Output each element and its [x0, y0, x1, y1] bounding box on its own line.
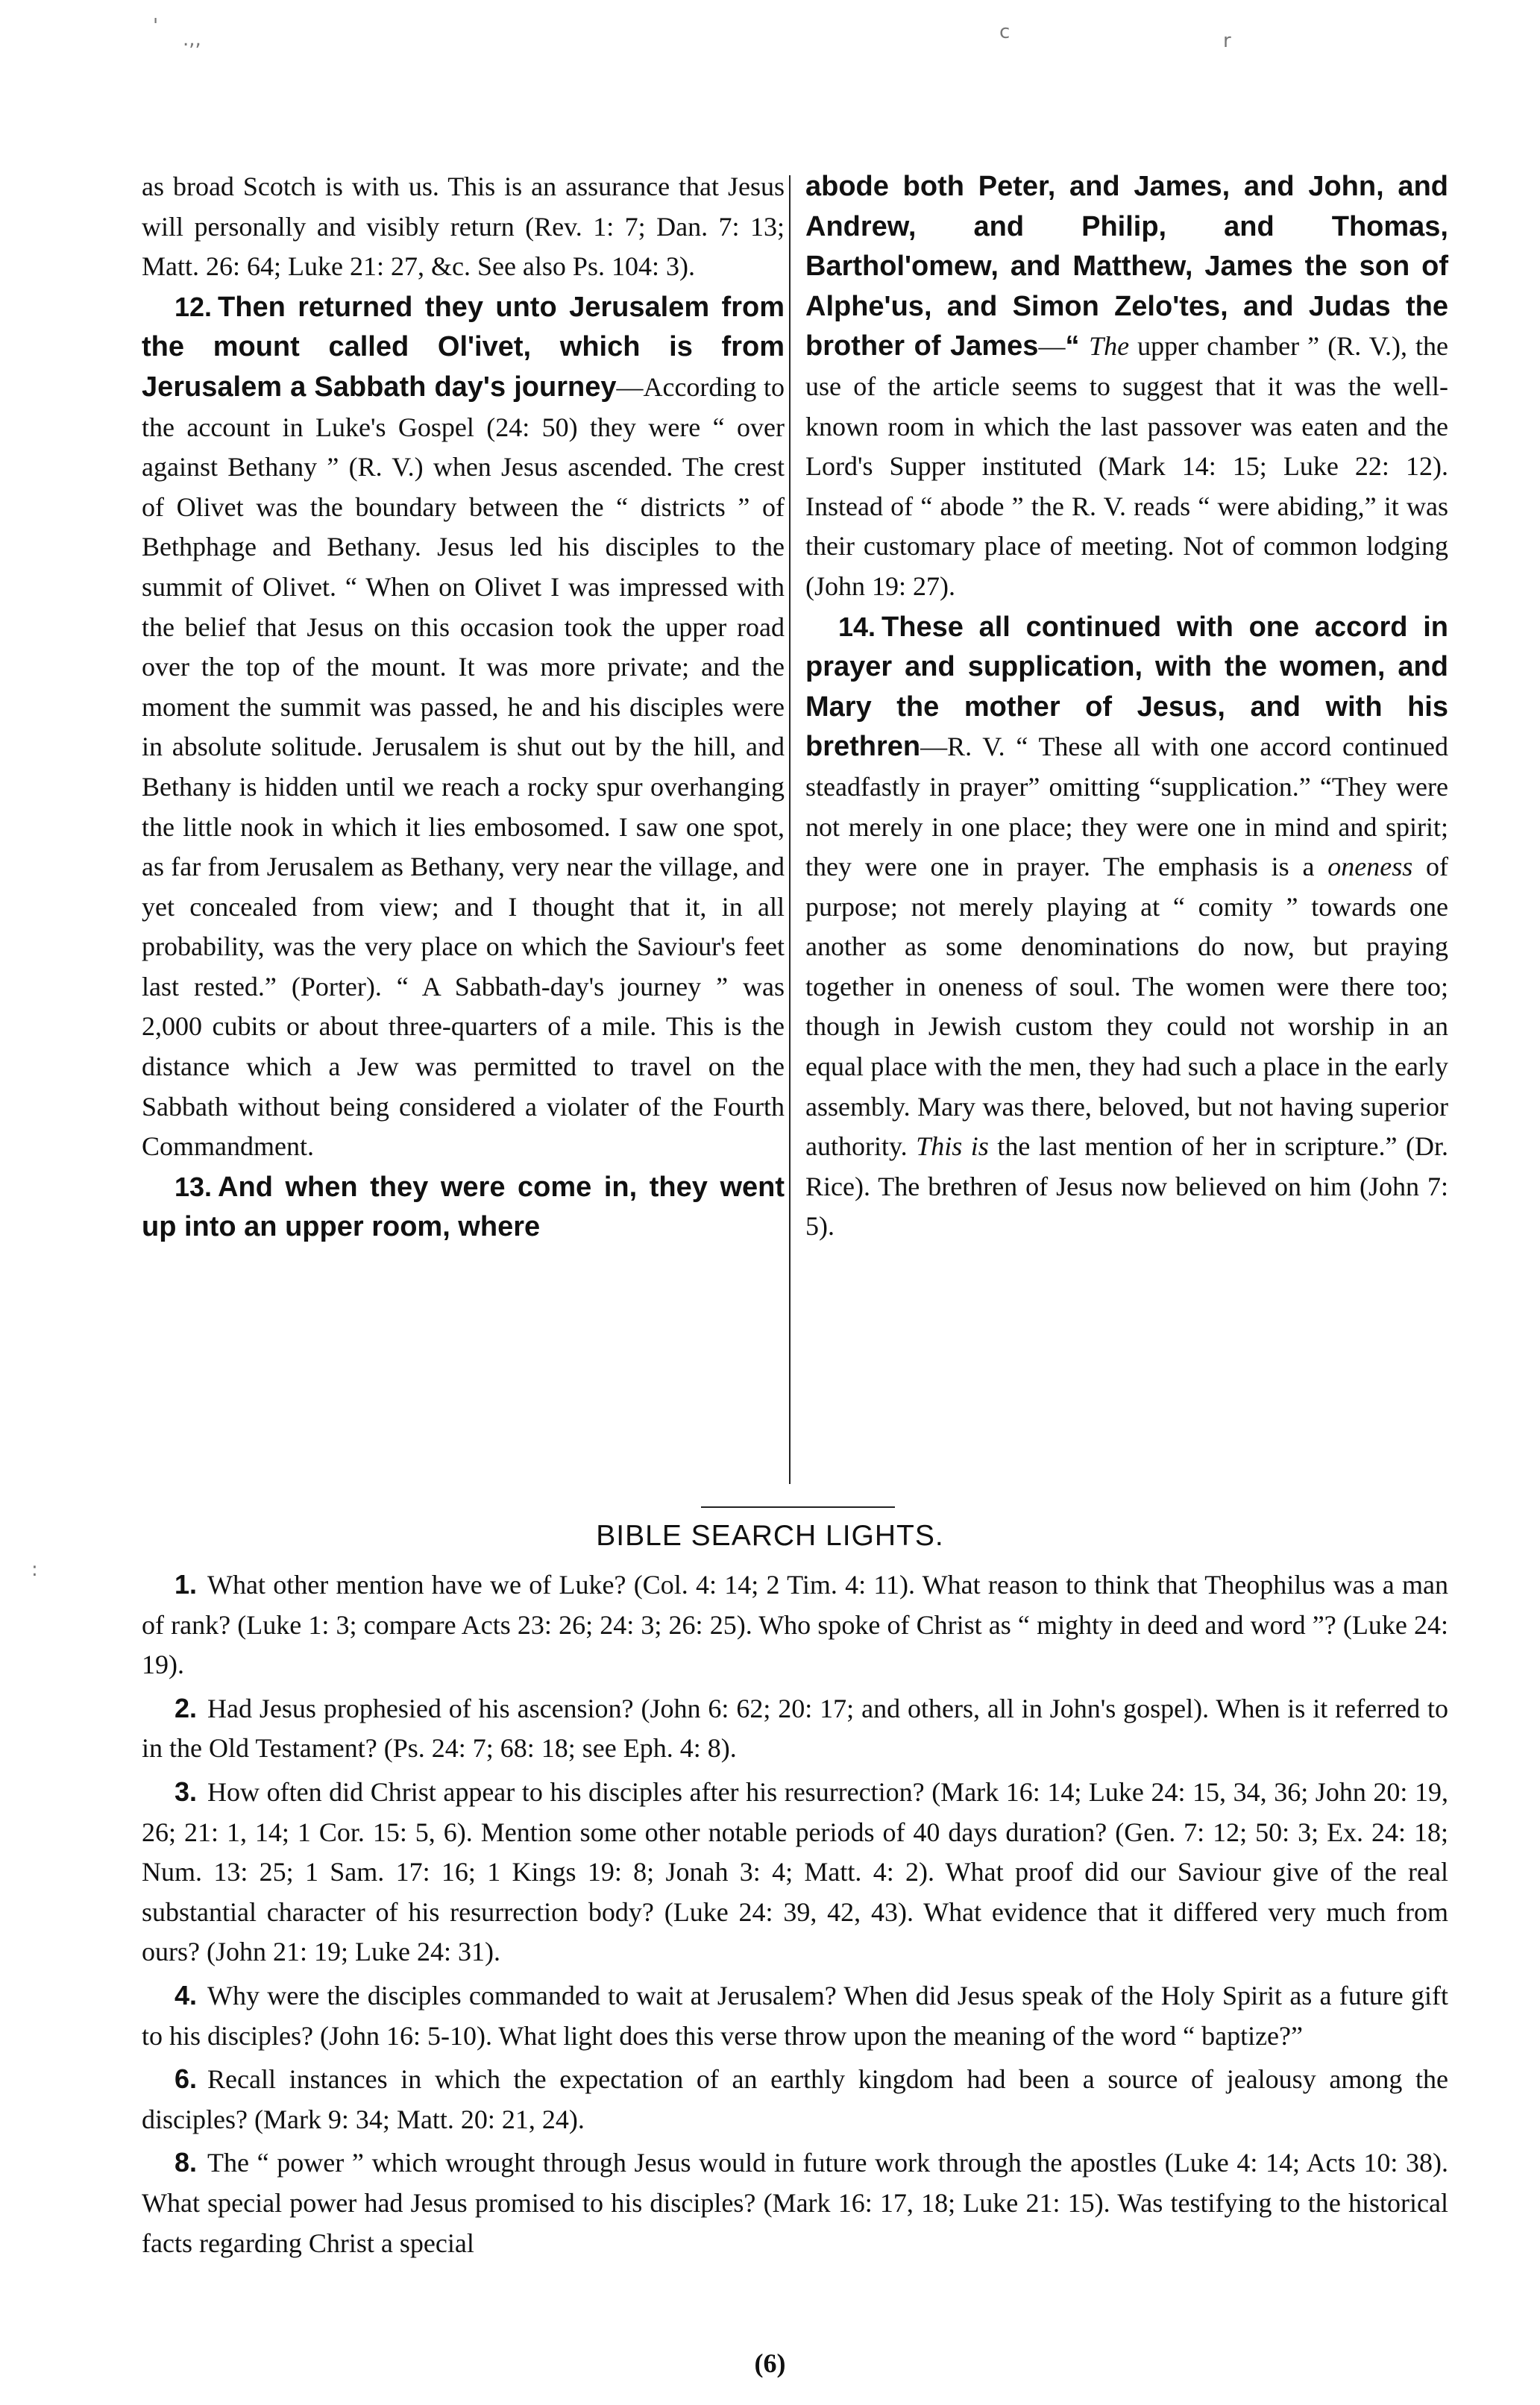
column-divider: [789, 175, 791, 1484]
question-text: Had Jesus prophesied of his ascension? (John 6: 62; 20: 17; and others, all in John's gospel). When is it referred to in the Old Testament? (Ps. 24: 7; 68: 18; see Eph. 4: 8).: [142, 1693, 1448, 1764]
verse-title: And when they were come in, they went up into an upper room, where: [142, 1171, 785, 1243]
verse-comment-end: the last mention of her in scripture.” (Dr. Rice). The brethren of Jesus now believed on him (John 7: 5).: [805, 1131, 1448, 1242]
scan-speck: :: [31, 1559, 38, 1581]
question-number: 8.: [175, 2147, 198, 2178]
verse-comment: —R. V. “ These all with one accord continued steadfastly in prayer” omitting “supplication.” “They were not merely in one place; they were one in mind and spirit; they were one in prayer. The emphasis is a: [805, 732, 1448, 882]
question-item: [142, 1772, 1448, 1972]
italic-oneness: oneness: [1327, 852, 1413, 882]
verse-12: [142, 287, 785, 1167]
question-item: [142, 1975, 1448, 2056]
scan-speck: .,,: [183, 28, 201, 51]
verse-comment: —According to the account in Luke's Gospel (24: 50) they were “ over against Bethany ” (R. V.) when Jesus ascended. The crest of Olivet was the boundary between the “ districts ” of Bethphage and Bethany. Jesus led his disciples to the summit of Olivet. “ When on Olivet I was impressed with the belief that Jesus on this occasion took the upper road over the top of the mount. It was more private; and the moment the summit was passed, he and his disciples were in absolute solitude. Jerusalem is shut out by the hill, and Bethany is hidden until we reach a rocky spur overhanging the little nook in which it lies embosomed. I saw one spot, as far from Jerusalem as Bethany, very near the village, and yet concealed from view; and I thought that it, in all probability, was the very place on which the Saviour's feet last rested.” (Porter). “ A Sabbath-day's journey ” was 2,000 cubits or about three-quarters of a mile. This is the distance which a Jew was permitted to travel on the Sabbath without being considered a violater of the Fourth Commandment.: [142, 371, 785, 1162]
quoted-word-the: The: [1089, 331, 1130, 362]
verse-title: Then returned they unto Jerusalem from the mount called Ol'ivet, which is from Jerusalem a Sabbath day's journey: [142, 291, 785, 403]
question-item: [142, 2059, 1448, 2140]
section-rule: [701, 1506, 895, 1508]
opening-paragraph: as broad Scotch is with us. This is an assurance that Jesus will personally and visibly return (Rev. 1: 7; Dan. 7: 13; Matt. 26: 64; Luke 21: 27, &c. See also Ps. 104: 3).: [142, 172, 785, 282]
question-item: [142, 1565, 1448, 1685]
verse-13-continued: [805, 167, 1448, 607]
question-text: The “ power ” which wrought through Jesus would in future work through the apostles (Luke 4: 14; Acts 10: 38). What special power had Jesus promised to his disciples? (Mark 16: 17, 18; Luke 21: 15). Was testifying to the historical facts regarding Christ a special: [142, 2148, 1448, 2258]
verse-number: 12.: [175, 291, 213, 322]
question-number: 1.: [175, 1569, 198, 1600]
open-quote: “: [1065, 330, 1090, 362]
verse-comment: upper chamber ” (R. V.), the use of the article seems to suggest that it was the well-known room in which the last passover was eaten and the Lord's Supper instituted (Mark 14: 15; Luke 22: 12). Instead of “ abode ” the R. V. reads “ were abiding,” it was their customary place of meeting. Not of common lodging (John 19: 27).: [805, 331, 1448, 601]
verse-number: 13.: [175, 1171, 213, 1202]
scan-speck: r: [1223, 30, 1231, 52]
question-text: What other mention have we of Luke? (Col. 4: 14; 2 Tim. 4: 11). What reason to think that Theophilus was a man of rank? (Luke 1: 3; compare Acts 23: 26; 24: 3; 26: 25). Who spoke of Christ as “ mighty in deed and word ”? (Luke 24: 19).: [142, 1570, 1448, 1680]
question-item: [142, 1688, 1448, 1769]
scan-speck: ': [153, 15, 159, 37]
question-text: Recall instances in which the expectation of an earthly kingdom had been a source of jealousy among the disciples? (Mark 9: 34; Matt. 20: 21, 24).: [142, 2064, 1448, 2134]
question-number: 4.: [175, 1979, 198, 2011]
question-number: 3.: [175, 1776, 198, 1807]
search-lights-list: [142, 1565, 1448, 2266]
question-text: Why were the disciples commanded to wait at Jerusalem? When did Jesus speak of the Holy Spirit as a future gift to his disciples? (John 16: 5-10). What light does this verse throw upon the meaning of the word “ baptize?”: [142, 1980, 1448, 2051]
page-number: (6): [754, 2348, 786, 2378]
question-item: [142, 2143, 1448, 2263]
verse-13: [142, 1167, 785, 1248]
verse-title: abode both Peter, and James, and John, and Andrew, and Philip, and Thomas, Barthol'omew, and Matthew, James the son of Alphe'us, and Simon Zelo'tes, and Judas the brother of James: [805, 171, 1448, 362]
question-number: 2.: [175, 1692, 198, 1723]
right-column: [805, 167, 1448, 1247]
verse-number: 14.: [838, 611, 876, 642]
verse-14: [805, 607, 1448, 1248]
search-lights-heading: BIBLE SEARCH LIGHTS.: [596, 1520, 944, 1552]
dash: —: [1038, 331, 1066, 362]
question-number: 6.: [175, 2063, 198, 2095]
question-text: How often did Christ appear to his disciples after his resurrection? (Mark 16: 14; Luke 24: 15, 34, 36; John 20: 19, 26; 21: 1, 14; 1 Cor. 15: 5, 6). Mention some other notable periods of 40 days duration? (Gen. 7: 12; 50: 3; Ex. 24: 18; Num. 13: 25; 1 Sam. 17: 16; 1 Kings 19: 8; Jonah 3: 4; Matt. 4: 2). What proof did our Saviour give of the real substantial character of his resurrection body? (Luke 24: 39, 42, 43). What evidence that it differed very much from ours? (John 21: 19; Luke 24: 31).: [142, 1776, 1448, 1967]
scan-speck: c: [999, 21, 1011, 43]
verse-title: These all continued with one accord in prayer and supplication, with the women, and Mary the mother of Jesus, and with his brethren: [805, 611, 1448, 763]
verse-comment-cont: of purpose; not merely playing at “ comity ” towards one another as some denominations do now, but praying together in oneness of soul. The women were there too; though in Jewish custom they could not worship in an equal place with the men, they had such a place in the early assembly. Mary was there, beloved, but not having superior authority.: [805, 852, 1448, 1162]
italic-this-is: This is: [916, 1131, 989, 1162]
left-column: [142, 167, 785, 1248]
